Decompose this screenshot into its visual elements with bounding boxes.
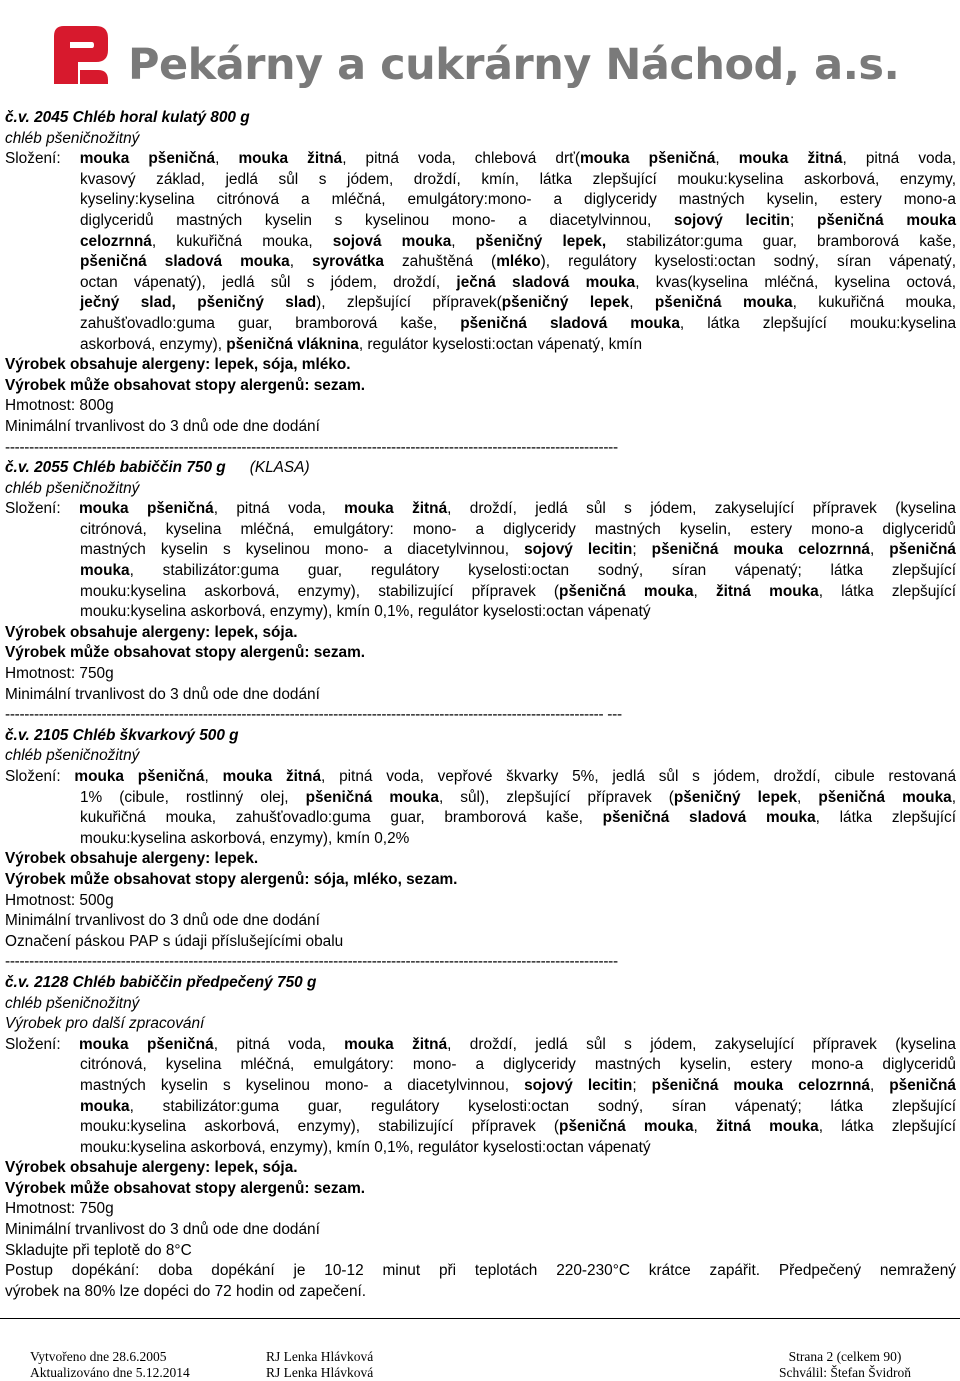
- ingredient-text: citrónová, kyselina mléčná, emulgátory: mono- a diglyceridy mastných kyselin, estery mono-a diglyceridů: [80, 520, 956, 538]
- allergen-ingredient: mouka pšeničná: [74, 768, 205, 785]
- allergen-ingredient: pšeničný lepek: [673, 788, 798, 806]
- page-number: Strana 2 (celkem 90): [788, 1349, 902, 1364]
- allergen-ingredient: mouka pšeničná: [580, 150, 716, 168]
- product-type: chléb pšeničnožitný: [5, 747, 140, 765]
- ingredient-text: , látka zlepšující mouku:kyselina: [679, 314, 957, 332]
- allergen-ingredient: pšeničná sladová mouka: [80, 253, 290, 271]
- ingredient-text: ), regulátory kyselosti:octan sodný, síran vápenatý,: [540, 253, 956, 271]
- baking-instructions: Postup dopékání: doba dopékání je 10-12 minut při teplotách 220-230°C krátce zapářit. Předpečený nemražený: [5, 1262, 956, 1280]
- allergen-ingredient: celozrnná: [80, 232, 152, 250]
- allergen-ingredient: sojový lecitin: [674, 211, 790, 229]
- shelf-life: Minimální trvanlivost do 3 dnů ode dne dodání: [5, 1221, 320, 1239]
- ingredient-text: , pitná voda, chlebová drť(: [342, 150, 580, 168]
- product-title: č.v. 2128 Chléb babiččin předpečený 750 g: [5, 973, 317, 991]
- ingredient-text: ,: [951, 788, 956, 806]
- allergen-ingredient: mléko: [496, 253, 541, 271]
- separator: -------------------------------------------------------------------------------------------------------------------------------: [5, 438, 618, 456]
- allergen-ingredient: mouka pšeničná: [79, 150, 216, 168]
- composition-line: [5, 149, 956, 170]
- ingredient-text: ,: [215, 150, 239, 168]
- composition-line: [5, 1117, 956, 1138]
- allergen-ingredient: mouka žitná: [738, 150, 843, 168]
- ingredient-text: mouku:kyselina askorbová, enzymy), stabilizující přípravek (: [80, 582, 560, 600]
- ingredient-text: 1% (cibule, rostlinný olej,: [80, 788, 306, 806]
- ingredient-text: mouku:kyselina askorbová, enzymy), kmín 0,2%: [80, 829, 410, 847]
- product-2105: [5, 726, 956, 953]
- allergen-ingredient: pšeničná: [889, 541, 956, 559]
- composition-line: [5, 540, 956, 561]
- composition-line: [5, 1055, 956, 1076]
- document-body: [5, 108, 956, 1302]
- composition-line: [5, 1076, 956, 1097]
- allergens: Výrobek obsahuje alergeny: lepek, sója, mléko.: [5, 356, 351, 374]
- allergen-ingredient: mouka pšeničná: [78, 500, 214, 518]
- allergen-ingredient: syrovátka: [312, 253, 384, 271]
- page-header: [0, 0, 960, 105]
- composition-line: [5, 211, 956, 232]
- created-date: Vytvořeno dne 28.6.2005: [30, 1349, 167, 1364]
- allergens: Výrobek obsahuje alergeny: lepek, sója.: [5, 623, 298, 641]
- allergens: Výrobek obsahuje alergeny: lepek, sója.: [5, 1159, 298, 1177]
- allergen-ingredient: žitná mouka: [715, 1118, 819, 1136]
- product-title-note: (KLASA): [249, 459, 310, 477]
- ingredient-text: ;: [632, 1076, 652, 1094]
- product-2045: [5, 108, 956, 438]
- company-name: Pekárny a cukrárny Náchod, a.s.: [128, 40, 900, 90]
- ingredient-text: , látka zlepšující: [818, 582, 956, 600]
- allergen-ingredient: ječný slad, pšeničný slad: [80, 294, 317, 312]
- ingredient-text: octan vápenatý), jedlá sůl s jódem, droždí,: [80, 273, 457, 291]
- allergen-ingredient: pšeničná: [889, 1076, 956, 1094]
- allergen-ingredient: pšeničná mouka: [305, 788, 439, 806]
- ingredient-text: ,: [451, 232, 476, 250]
- ingredient-text: , pitná voda,: [213, 1035, 345, 1053]
- composition-line: [5, 829, 956, 850]
- footer-page-info: [770, 1349, 920, 1381]
- allergen-ingredient: pšeničná sladová mouka: [460, 314, 680, 332]
- allergen-ingredient: pšeničný lepek: [501, 294, 630, 312]
- allergen-ingredient: mouka pšeničná: [78, 1035, 214, 1053]
- product-2055: [5, 458, 956, 705]
- composition-line: [5, 499, 956, 520]
- ingredient-text: kvasový základ, jedlá sůl s jódem, droždí, kmín, látka zlepšující mouku:kyselina askorbová, enzymy,: [80, 170, 956, 188]
- allergens: Výrobek obsahuje alergeny: lepek.: [5, 850, 259, 868]
- ingredient-text: , kukuřičná mouka,: [151, 232, 333, 250]
- allergen-ingredient: pšeničná mouka: [559, 1118, 694, 1136]
- ingredient-text: , sůl), zlepšující přípravek (: [438, 788, 674, 806]
- composition-line: [5, 1138, 956, 1159]
- ingredient-text: mastných kyselin s kyselinou mono- a diacetylvinnou,: [80, 1076, 525, 1094]
- ingredient-text: , kukuřičná mouka,: [792, 294, 956, 312]
- ingredient-text: ,: [693, 582, 716, 600]
- ingredient-text: ;: [632, 541, 652, 559]
- allergen-ingredient: mouka žitná: [222, 768, 322, 785]
- ingredient-text: citrónová, kyselina mléčná, emulgátory: mono- a diglyceridy mastných kyselin, estery mono-a diglyceridů: [80, 1056, 956, 1074]
- footer-divider: [0, 1318, 960, 1319]
- product-title-text: č.v. 2055 Chléb babiččin 750 g: [5, 459, 226, 477]
- allergen-ingredient: pšeničná mouka: [559, 582, 694, 600]
- composition-line: [5, 293, 956, 314]
- composition-line: [5, 520, 956, 541]
- approved-by: Schválil: Štefan Švidroň: [779, 1365, 911, 1380]
- product-title: č.v. 2105 Chléb škvarkový 500 g: [5, 726, 239, 744]
- allergen-ingredient: sojový lecitin: [524, 541, 633, 559]
- composition-line: [5, 561, 956, 582]
- allergen-ingredient: sojový lecitin: [524, 1076, 633, 1094]
- baking-instructions-cont: výrobek na 80% lze dopéci do 72 hodin od zapečení.: [5, 1282, 367, 1300]
- ingredient-text: ,: [869, 1076, 890, 1094]
- allergen-ingredient: mouka: [80, 562, 130, 580]
- separator: ---------------------------------------------------------------------------------------------------------------------------- ---: [5, 706, 622, 724]
- composition-line: [5, 170, 956, 191]
- ingredient-text: , stabilizátor:guma guar, regulátory kyselosti:octan sodný, síran vápenatý; látka zlepšující: [129, 1097, 956, 1115]
- product-title: č.v. 2045 Chléb horal kulatý 800 g: [5, 109, 250, 126]
- allergen-ingredient: mouka žitná: [344, 1035, 448, 1053]
- company-logo-icon: [50, 22, 112, 86]
- allergen-ingredient: žitná mouka: [715, 582, 819, 600]
- ingredient-text: , pitná voda,: [213, 500, 345, 518]
- ingredient-text: , droždí, jedlá sůl s jódem, zakyselující přípravek (kyselina: [447, 500, 956, 518]
- ingredient-text: mouku:kyselina askorbová, enzymy), kmín 0,1%, regulátor kyselosti:octan vápenatý: [80, 1138, 651, 1156]
- ingredient-text: kyseliny:kyselina citrónová a mléčná, emulgátory:mono- a diglyceridy mastných kyselin, estery mono-a: [80, 191, 956, 209]
- product-subtype: Výrobek pro další zpracování: [5, 1015, 205, 1033]
- allergen-traces: Výrobek může obsahovat stopy alergenů: sezam.: [5, 644, 366, 662]
- product-type: chléb pšeničnožitný: [5, 479, 140, 497]
- ingredient-text: Složení:: [5, 500, 79, 518]
- ingredient-text: Složení:: [5, 768, 75, 785]
- ingredient-text: zahušťovadlo:guma guar, bramborová kaše,: [80, 314, 461, 332]
- ingredient-text: kukuřičná mouka, zahušťovadlo:guma guar, bramborová kaše,: [80, 809, 603, 827]
- allergen-ingredient: pšeničná mouka: [816, 211, 957, 229]
- shelf-life: Minimální trvanlivost do 3 dnů ode dne dodání: [5, 417, 320, 435]
- product-2128: [5, 973, 956, 1303]
- ingredient-text: ;: [789, 211, 817, 229]
- updated-by: RJ Lenka Hlávková: [266, 1365, 374, 1380]
- allergen-traces: Výrobek může obsahovat stopy alergenů: sezam.: [5, 376, 366, 394]
- ingredient-text: ,: [629, 294, 655, 312]
- ingredient-text: , pitná voda, vepřové škvarky 5%, jedlá sůl s jódem, droždí, cibule restovaná: [321, 768, 956, 785]
- label-note: Označení páskou PAP s údaji příslušejícími obalu: [5, 932, 344, 950]
- ingredient-text: zahuštěná (: [383, 253, 497, 271]
- ingredient-text: , regulátor kyselosti:octan vápenatý, kmín: [358, 335, 643, 353]
- weight: Hmotnost: 800g: [5, 397, 114, 415]
- composition-line: [5, 1097, 956, 1118]
- composition-line: [5, 602, 956, 623]
- composition-line: [5, 252, 956, 273]
- composition-line: [5, 1035, 956, 1056]
- allergen-traces: Výrobek může obsahovat stopy alergenů: sója, mléko, sezam.: [5, 870, 458, 888]
- allergen-ingredient: pšeničná mouka: [654, 294, 793, 312]
- weight: Hmotnost: 500g: [5, 891, 114, 909]
- separator: -------------------------------------------------------------------------------------------------------------------------------: [5, 953, 618, 971]
- shelf-life: Minimální trvanlivost do 3 dnů ode dne dodání: [5, 685, 320, 703]
- ingredient-text: mastných kyselin s kyselinou mono- a diacetylvinnou,: [80, 541, 525, 559]
- composition-line: [5, 767, 956, 788]
- ingredient-text: Složení:: [5, 1035, 79, 1053]
- ingredient-text: ,: [715, 150, 739, 168]
- composition-line: [5, 335, 956, 356]
- allergen-traces: Výrobek může obsahovat stopy alergenů: sezam.: [5, 1179, 366, 1197]
- allergen-ingredient: mouka žitná: [344, 500, 448, 518]
- storage-note: Skladujte při teplotě do 8°C: [5, 1241, 192, 1259]
- composition-line: [5, 190, 956, 211]
- ingredient-text: Složení:: [5, 150, 80, 168]
- composition-line: [5, 582, 956, 603]
- allergen-ingredient: pšeničná mouka celozrnná: [651, 541, 870, 559]
- allergen-ingredient: pšeničná sladová mouka: [602, 809, 816, 827]
- allergen-ingredient: sojová mouka: [332, 232, 452, 250]
- weight: Hmotnost: 750g: [5, 1200, 114, 1218]
- ingredient-text: , pitná voda,: [842, 150, 956, 168]
- ingredient-text: ,: [797, 788, 819, 806]
- product-type: chléb pšeničnožitný: [5, 129, 140, 147]
- ingredient-text: , stabilizátor:guma guar, regulátory kyselosti:octan sodný, síran vápenatý; látka zlepšující: [129, 562, 956, 580]
- created-by: RJ Lenka Hlávková: [266, 1349, 374, 1364]
- composition-line: [5, 788, 956, 809]
- allergen-ingredient: ječná sladová mouka: [456, 273, 636, 291]
- ingredient-text: ,: [204, 768, 223, 785]
- ingredient-text: ), zlepšující přípravek(: [316, 294, 502, 312]
- composition-line: [5, 808, 956, 829]
- allergen-ingredient: pšeničný lepek,: [475, 232, 607, 250]
- ingredient-text: mouku:kyselina askorbová, enzymy), kmín 0,1%, regulátor kyselosti:octan vápenatý: [80, 603, 651, 621]
- ingredient-text: , látka zlepšující: [815, 809, 956, 827]
- footer-authors: [266, 1349, 373, 1381]
- allergen-ingredient: pšeničná vláknina: [226, 335, 359, 353]
- shelf-life: Minimální trvanlivost do 3 dnů ode dne dodání: [5, 912, 320, 930]
- ingredient-text: stabilizátor:guma guar, bramborová kaše,: [606, 232, 956, 250]
- ingredient-text: askorbová, enzymy),: [80, 335, 227, 353]
- allergen-ingredient: pšeničná mouka celozrnná: [651, 1076, 870, 1094]
- allergen-ingredient: mouka: [80, 1097, 130, 1115]
- product-type: chléb pšeničnožitný: [5, 994, 140, 1012]
- ingredient-text: , droždí, jedlá sůl s jódem, zakyselující přípravek (kyselina: [447, 1035, 956, 1053]
- ingredient-text: ,: [289, 253, 313, 271]
- allergen-ingredient: pšeničná mouka: [818, 788, 952, 806]
- updated-date: Aktualizováno dne 5.12.2014: [30, 1365, 190, 1380]
- ingredient-text: , látka zlepšující: [818, 1118, 956, 1136]
- allergen-ingredient: mouka žitná: [238, 150, 343, 168]
- ingredient-text: ,: [869, 541, 890, 559]
- composition-line: [5, 273, 956, 294]
- ingredient-text: diglyceridů mastných kyselin s kyselinou mono- a diacetylvinnou,: [80, 211, 675, 229]
- composition-line: [5, 232, 956, 253]
- ingredient-text: mouku:kyselina askorbová, enzymy), stabilizující přípravek (: [80, 1118, 560, 1136]
- ingredient-text: , kvas(kyselina mléčná, kyselina octová,: [635, 273, 956, 291]
- weight: Hmotnost: 750g: [5, 665, 114, 683]
- composition-line: [5, 314, 956, 335]
- footer-dates: [30, 1349, 190, 1381]
- ingredient-text: ,: [693, 1118, 716, 1136]
- product-title: [5, 458, 956, 479]
